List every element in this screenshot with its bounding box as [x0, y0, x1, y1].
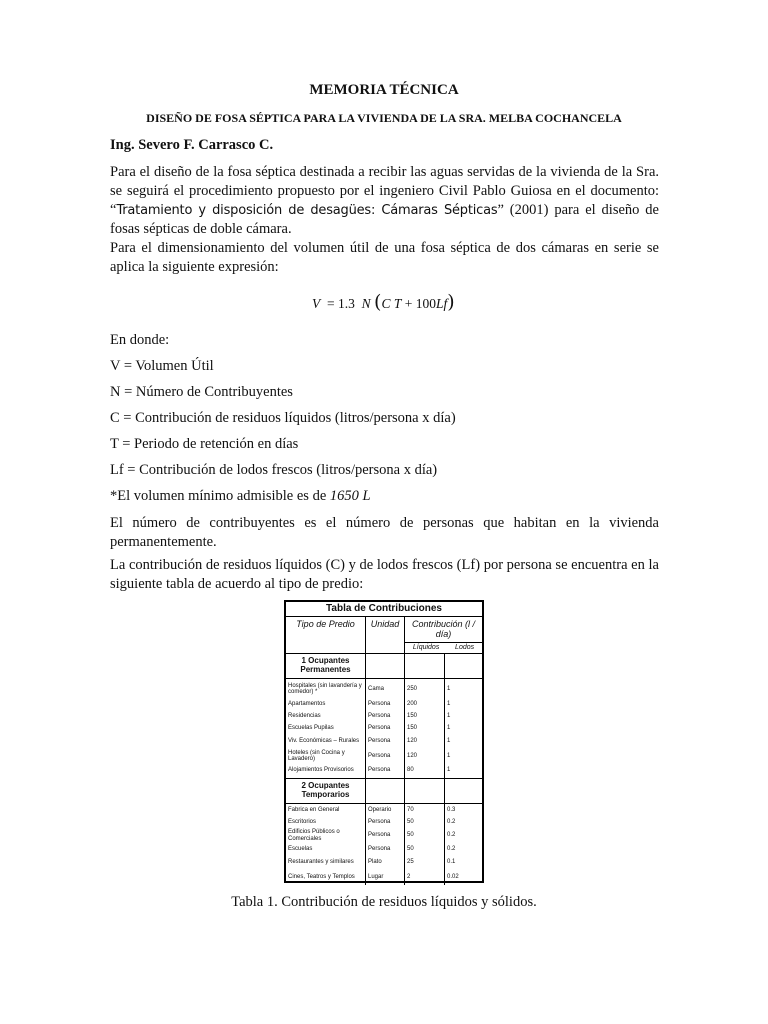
table-cell: Viv. Económicas – Rurales [286, 734, 366, 749]
definition-lf: Lf = Contribución de lodos frescos (litros/persona x día) [110, 462, 438, 478]
table-cell: 1 [447, 712, 451, 719]
volume-formula: V = 1.3 N (C T + 100Lf) [312, 291, 455, 313]
table-cell: Operario [366, 804, 405, 816]
table-cell: 0.02 [447, 873, 459, 880]
table-row [286, 855, 482, 869]
table-cell: Lugar [366, 869, 405, 885]
table-cell: Cines, Teatros y Templos [286, 869, 366, 885]
table-cell: Cama [366, 679, 405, 699]
table-cell: 200 [405, 699, 445, 710]
table-cell: Persona [366, 710, 405, 722]
section-permanentes-rows [286, 679, 482, 778]
table-cell: Restaurantes y similares [286, 855, 366, 869]
definition-t: T = Periodo de retención en días [110, 436, 299, 452]
table-cell: 50 [405, 843, 445, 855]
table-cell: Hospitales (sin lavandería y comedor) * [286, 679, 366, 699]
table-row [286, 679, 482, 699]
table-row [286, 722, 482, 734]
table-cell: 25 [405, 855, 445, 869]
table-cell: Persona [366, 843, 405, 855]
header-tipo-predio: Tipo de Predio [286, 617, 366, 653]
table-cell: Escritorios [286, 816, 366, 828]
table-cell: Hoteles (sin Cocina y Lavadero) [286, 749, 366, 763]
table-cell: 120 [405, 734, 445, 749]
paragraph-dimension: Para el dimensionamiento del volumen útil de una fosa séptica de dos cámaras en serie se aplica la siguiente expresión: [110, 240, 659, 275]
table-cell: Plato [366, 855, 405, 869]
header-unidad: Unidad [366, 617, 405, 653]
table-cell: Escuelas Pupilas [286, 722, 366, 734]
table-cell: 1 [447, 724, 451, 731]
document-subtitle: DISEÑO DE FOSA SÉPTICA PARA LA VIVIENDA DE LA SRA. MELBA COCHANCELA [146, 111, 622, 125]
table-cell: Persona [366, 722, 405, 734]
table-cell: Persona [366, 816, 405, 828]
document-title: MEMORIA TÉCNICA [309, 82, 459, 98]
table-cell: Residencias [286, 710, 366, 722]
table-cell: 0.3 [447, 806, 456, 813]
table-row [286, 816, 482, 828]
table-row [286, 749, 482, 763]
table-row [286, 843, 482, 855]
definition-n: N = Número de Contribuyentes [110, 384, 293, 400]
table-row [286, 804, 482, 816]
section-row-temporarios: 2 Ocupantes Temporarios [286, 778, 482, 804]
definition-v: V = Volumen Útil [110, 358, 214, 374]
en-donde-label: En donde: [110, 332, 170, 348]
definition-c: C = Contribución de residuos líquidos (litros/persona x día) [110, 410, 456, 426]
table-cell: Fabrica en General [286, 804, 366, 816]
table-cell: 1 [447, 752, 451, 759]
table-cell: 150 [405, 722, 445, 734]
table-cell: Edificios Públicos o Comerciales [286, 828, 366, 843]
table-cell: 0.2 [447, 832, 456, 839]
header-contribucion: Contribución (l / día) Líquidos Lodos [405, 617, 482, 653]
table-cell: 0.2 [447, 818, 456, 825]
table-cell: Alojamientos Provisorios [286, 763, 366, 778]
paragraph-contributors: El número de contribuyentes es el número de personas que habitan en la vivienda permanentemente. [110, 515, 659, 550]
minimum-volume-note: *El volumen mínimo admisible es de 1650 L [110, 488, 371, 504]
table-cell: 150 [405, 710, 445, 722]
author-line: Ing. Severo F. Carrasco C. [110, 137, 274, 153]
table-cell: Apartamentos [286, 699, 366, 710]
table-cell: 70 [405, 804, 445, 816]
table-cell: 80 [405, 763, 445, 778]
section-temporarios-rows [286, 804, 482, 885]
table-row [286, 710, 482, 722]
paragraph-intro: Para el diseño de la fosa séptica destinada a recibir las aguas servidas de la vivienda de la Sra. se seguirá el procedimiento propuesto por el ingeniero Civil Pablo Guiosa en el documento: “Tratamiento y disposición de desagües: Cámaras Sépticas” (2001) para el diseño de fosas sépticas de doble cámara. [110, 164, 659, 237]
table-cell: 250 [405, 679, 445, 699]
table-cell: Persona [366, 828, 405, 843]
table-cell: 1 [447, 738, 451, 745]
table-cell: 1 [447, 701, 451, 708]
table-cell: Persona [366, 749, 405, 763]
table-row [286, 763, 482, 778]
table-cell: 1 [447, 685, 451, 692]
table-cell: 50 [405, 816, 445, 828]
table-cell: 0.1 [447, 858, 456, 865]
table-cell: 0.2 [447, 845, 456, 852]
table-cell: 120 [405, 749, 445, 763]
table-row [286, 869, 482, 885]
table-cell: Persona [366, 699, 405, 710]
contributions-table [284, 600, 484, 883]
paragraph-contribution: La contribución de residuos líquidos (C) y de lodos frescos (Lf) por persona se encuentra en la siguiente tabla de acuerdo al tipo de predio: [110, 557, 659, 592]
table-row [286, 734, 482, 749]
section-row-permanentes: 1 Ocupantes Permanentes [286, 654, 482, 679]
table-cell: Escuelas [286, 843, 366, 855]
table-caption: Tabla 1. Contribución de residuos líquidos y sólidos. [231, 894, 537, 910]
table-row [286, 699, 482, 710]
table-header-row [286, 617, 482, 654]
table-cell: 1 [447, 767, 451, 774]
table-row [286, 828, 482, 843]
table-cell: 2 [405, 869, 445, 885]
table-cell: Persona [366, 734, 405, 749]
table-cell: Persona [366, 763, 405, 778]
table-title: Tabla de Contribuciones [286, 602, 482, 617]
table-cell: 50 [405, 828, 445, 843]
